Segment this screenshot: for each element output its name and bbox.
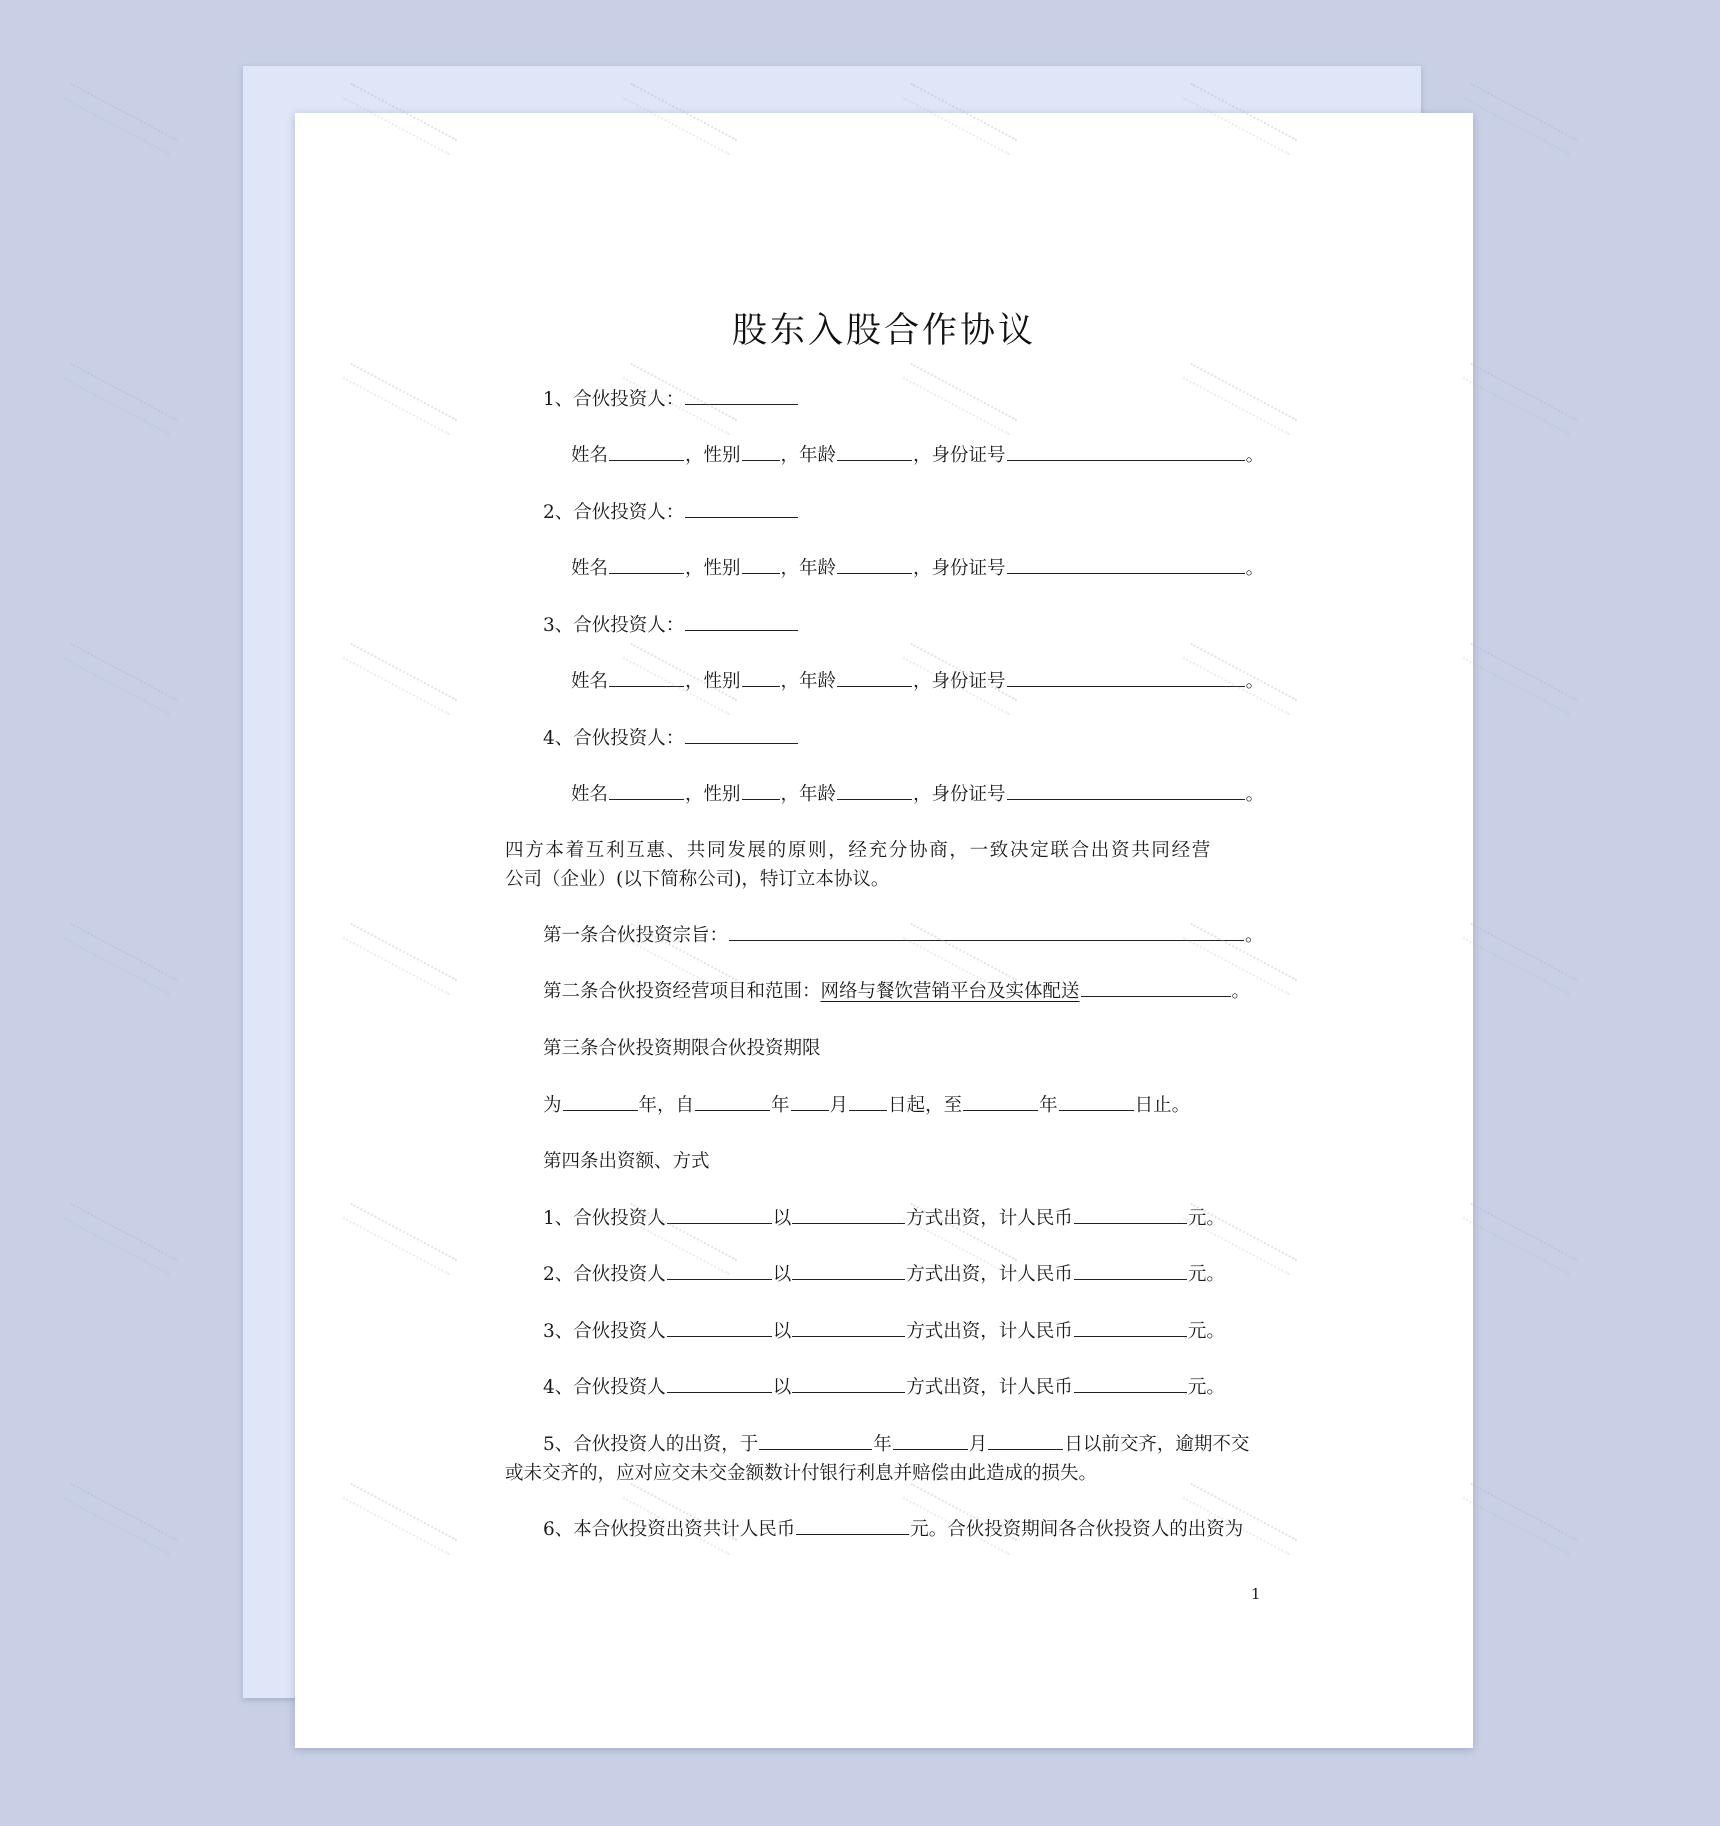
watermark-mark xyxy=(1463,83,1577,155)
partner-4-info-line: 姓名 ，性别 ，年龄 ，身份证号 。 xyxy=(571,780,1264,810)
partner-3-info-line: 姓名 ，性别 ，年龄 ，身份证号 。 xyxy=(571,667,1264,697)
watermark-mark xyxy=(63,1203,177,1275)
partner-2-label-line: 2、合伙投资人： xyxy=(543,498,799,528)
document-title: 股东入股合作协议 xyxy=(731,311,1036,351)
watermark-mark xyxy=(63,1483,177,1555)
document-page xyxy=(295,113,1473,1748)
article-3-heading: 第三条合伙投资期限合伙投资期限 xyxy=(543,1038,821,1059)
partner-3-label-line: 3、合伙投资人： xyxy=(543,611,799,641)
blank xyxy=(685,386,798,405)
partner-4-label-line: 4、合伙投资人： xyxy=(543,724,799,754)
article-3-term-line: 为 年，自 年 月 日起，至 年 日止。 xyxy=(543,1091,1190,1121)
watermark-mark xyxy=(63,83,177,155)
watermark-mark xyxy=(63,643,177,715)
contribution-line-3: 3、合伙投资人 以 方式出资，计人民币 元。 xyxy=(543,1317,1225,1347)
article-1-line: 第一条合伙投资宗旨： 。 xyxy=(543,921,1264,951)
total-contribution-line: 6、本合伙投资出资共计人民币 元。合伙投资期间各合伙投资人的出资为 xyxy=(543,1515,1243,1545)
watermark-mark xyxy=(63,923,177,995)
contribution-line-1: 1、合伙投资人 以 方式出资，计人民币 元。 xyxy=(543,1204,1225,1234)
partner-1-label-line: 1、合伙投资人： xyxy=(543,385,799,415)
partner-2-info-line: 姓名 ，性别 ，年龄 ，身份证号 。 xyxy=(571,554,1264,584)
article-2-value: 网络与餐饮营销平台及实体配送 xyxy=(820,981,1080,1002)
contribution-deadline-line: 5、合伙投资人的出资，于 年 月 日以前交齐，逾期不交 xyxy=(543,1430,1249,1460)
watermark-mark xyxy=(1463,923,1577,995)
watermark-mark xyxy=(1463,363,1577,435)
watermark-mark xyxy=(1463,643,1577,715)
watermark-mark xyxy=(63,363,177,435)
intro-line-2: 公司（企业）(以下简称公司)，特订立本协议。 xyxy=(505,869,890,890)
watermark-mark xyxy=(1463,1483,1577,1555)
partner-1-info-line: 姓名 ，性别 ，年龄 ，身份证号 。 xyxy=(571,441,1264,471)
article-2-line: 第二条合伙投资经营项目和范围：网络与餐饮营销平台及实体配送 。 xyxy=(543,977,1250,1007)
intro-line-1: 四方本着互利互惠、共同发展的原则，经充分协商，一致决定联合出资共同经营 xyxy=(505,840,1213,861)
contribution-line-4: 4、合伙投资人 以 方式出资，计人民币 元。 xyxy=(543,1373,1225,1403)
page-number: 1 xyxy=(1251,1585,1261,1603)
article-4-heading: 第四条出资额、方式 xyxy=(543,1151,710,1172)
contribution-line-2: 2、合伙投资人 以 方式出资，计人民币 元。 xyxy=(543,1260,1225,1290)
watermark-mark xyxy=(1463,1203,1577,1275)
contribution-deadline-line-2: 或未交齐的，应对应交未交金额数计付银行利息并赔偿由此造成的损失。 xyxy=(505,1463,1098,1484)
